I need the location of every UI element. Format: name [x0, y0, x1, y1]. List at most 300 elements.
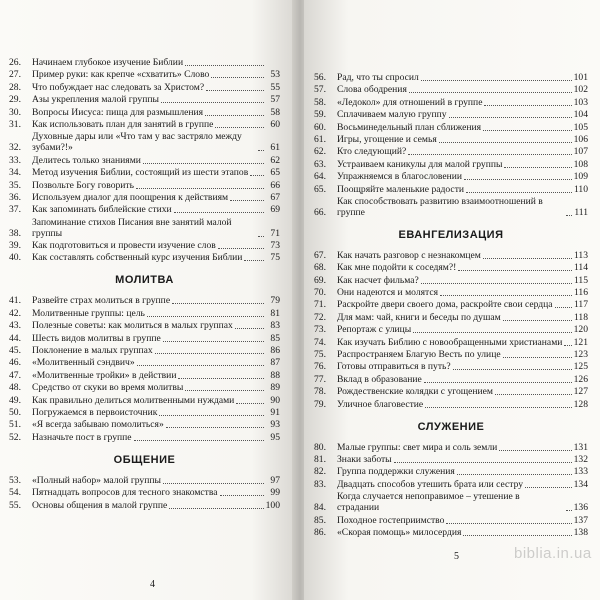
left-page-number: 4	[150, 579, 155, 590]
right-page	[304, 0, 600, 600]
toc-entry	[9, 82, 280, 93]
entry-body	[337, 159, 588, 170]
entry-title: Двадцать способов утешить брата или сестру	[337, 478, 524, 490]
entry-number: 72.	[314, 311, 326, 323]
entry-page-number: 66	[270, 179, 280, 191]
dot-leader	[215, 127, 264, 128]
entry-number: 61.	[314, 133, 326, 145]
entry-page-number: 126	[573, 373, 588, 385]
entry-page-number: 113	[573, 249, 588, 261]
entry-title: Раскройте двери своего дома, раскройте свои сердца	[337, 299, 553, 311]
entry-page-number: 87	[270, 357, 280, 369]
entry-number: 36.	[9, 191, 21, 203]
entry-page-number: 114	[573, 262, 588, 274]
toc-entry	[9, 395, 280, 406]
entry-body	[32, 180, 280, 191]
entry-number: 41.	[9, 295, 21, 307]
entry-title: Рад, что ты спросил	[337, 72, 419, 83]
entry-body	[32, 107, 280, 118]
dot-leader	[564, 345, 571, 346]
entry-body	[32, 370, 280, 381]
dot-leader	[439, 142, 572, 143]
entry-number: 67.	[314, 249, 326, 261]
dot-leader	[174, 212, 264, 213]
entry-page-number: 125	[573, 361, 588, 373]
entry-number: 46.	[9, 357, 21, 369]
entry-page-number: 105	[573, 121, 588, 133]
entry-body	[32, 82, 280, 93]
dot-leader	[218, 248, 264, 249]
entry-page-number: 102	[573, 84, 588, 96]
dot-leader	[134, 440, 264, 441]
dot-leader	[440, 295, 572, 296]
toc-entry	[314, 184, 588, 195]
entry-body	[32, 295, 280, 306]
entry-number: 74.	[314, 336, 326, 348]
toc-entry	[314, 515, 588, 526]
entry-number: 42.	[9, 307, 21, 319]
dot-leader	[457, 474, 572, 475]
dot-leader	[566, 510, 572, 511]
toc-entry	[9, 217, 280, 239]
entry-page-number: 121	[573, 336, 588, 348]
entry-title: Как подготовиться и провести изучение слов	[32, 240, 216, 252]
entry-number: 82.	[314, 466, 326, 478]
toc-entry	[9, 57, 280, 68]
dot-leader	[483, 130, 572, 131]
entry-page-number: 101	[573, 72, 588, 83]
toc-entry	[9, 167, 280, 178]
entry-body	[337, 122, 588, 133]
toc-entry	[9, 333, 280, 344]
entry-page-number: 111	[574, 206, 588, 218]
toc-entry	[314, 196, 588, 218]
entry-title: Вклад в образование	[337, 373, 422, 385]
entry-page-number: 123	[573, 349, 588, 361]
toc-entry	[9, 94, 280, 105]
entry-body	[32, 395, 280, 406]
entry-title: Как способствовать развитию взаимоотношений в группе	[337, 195, 543, 218]
entry-number: 86.	[314, 526, 326, 538]
dot-leader	[484, 105, 571, 106]
toc-entry	[314, 299, 588, 310]
entry-page-number: 58	[270, 106, 280, 118]
entry-title: Основы общения в малой группе	[32, 499, 168, 511]
entry-page-number: 99	[270, 487, 280, 499]
dot-leader	[163, 483, 264, 484]
entry-body	[337, 72, 588, 83]
entry-number: 57.	[314, 84, 326, 96]
entry-body	[337, 466, 588, 477]
entry-number: 58.	[314, 96, 326, 108]
entry-body	[32, 357, 280, 368]
dot-leader	[136, 188, 264, 189]
entry-body	[337, 299, 588, 310]
entry-title: Как изучать Библию с новообращенными христианами	[337, 336, 563, 348]
left-page	[0, 0, 296, 600]
entry-number: 47.	[9, 369, 21, 381]
entry-page-number: 134	[573, 478, 588, 490]
dot-leader	[258, 236, 264, 237]
entry-page-number: 93	[270, 419, 280, 431]
entry-body	[337, 262, 588, 273]
entry-body	[337, 250, 588, 261]
entry-number: 45.	[9, 345, 21, 357]
toc-entry	[314, 442, 588, 453]
entry-body	[32, 252, 280, 263]
toc-entry	[314, 374, 588, 385]
entry-body	[337, 515, 588, 526]
dot-leader	[178, 378, 264, 379]
toc-entry	[314, 250, 588, 261]
entry-title: Готовы отправиться в путь?	[337, 361, 451, 373]
toc-entry	[9, 180, 280, 191]
toc-entry	[9, 240, 280, 251]
entry-body	[337, 109, 588, 120]
toc-entry	[314, 109, 588, 120]
entry-number: 50.	[9, 406, 21, 418]
entry-title: Делитесь только знаниями	[32, 154, 141, 166]
entry-page-number: 90	[270, 394, 280, 406]
entry-page-number: 89	[270, 382, 280, 394]
entry-title: Как использовать план для занятий в группе	[32, 118, 214, 130]
entry-page-number: 115	[573, 274, 588, 286]
entry-body	[32, 382, 280, 393]
entry-number: 51.	[9, 419, 21, 431]
dot-leader	[483, 258, 572, 259]
entry-title: «Полный набор» малой группы	[32, 474, 161, 486]
toc-entry	[314, 171, 588, 182]
entry-page-number: 88	[270, 369, 280, 381]
entry-page-number: 55	[270, 81, 280, 93]
entry-number: 79.	[314, 398, 326, 410]
entry-body	[32, 407, 280, 418]
entry-body	[32, 57, 280, 68]
entry-number: 40.	[9, 252, 21, 264]
entry-body	[32, 167, 280, 178]
dot-leader	[155, 353, 264, 354]
entry-page-number: 81	[270, 307, 280, 319]
toc-entry	[314, 491, 588, 513]
entry-title: Походное гостеприимство	[337, 514, 445, 526]
dot-leader	[161, 102, 264, 103]
section-heading: ЕВАНГЕЛИЗАЦИЯ	[398, 228, 504, 241]
entry-number: 39.	[9, 240, 21, 252]
toc-entry	[9, 107, 280, 118]
entry-title: Как составлять собственный курс изучения Библии	[32, 252, 243, 264]
entry-body	[32, 432, 280, 443]
entry-body	[32, 500, 280, 511]
dot-leader	[394, 462, 572, 463]
dot-leader	[424, 382, 572, 383]
entry-number: 55.	[9, 499, 21, 511]
entry-title: Репортаж с улицы	[337, 324, 412, 336]
entry-body	[32, 192, 280, 203]
entry-body	[32, 320, 280, 331]
entry-number: 68.	[314, 262, 326, 274]
toc-entry	[314, 134, 588, 145]
entry-title: Как запоминать библейские стихи	[32, 204, 172, 216]
dot-leader	[525, 487, 572, 488]
entry-page-number: 83	[270, 320, 280, 332]
entry-body	[337, 97, 588, 108]
dot-leader	[206, 90, 264, 91]
toc-entry	[314, 466, 588, 477]
entry-body	[337, 386, 588, 397]
entry-body	[32, 204, 280, 215]
dot-leader	[464, 179, 572, 180]
entry-number: 53.	[9, 474, 21, 486]
entry-page-number: 71	[270, 227, 280, 239]
entry-title: Запоминание стихов Писания вне занятий малой группы	[32, 216, 232, 239]
entry-body	[32, 94, 280, 105]
toc-entry	[9, 119, 280, 130]
entry-body	[337, 479, 588, 490]
entry-page-number: 133	[573, 466, 588, 478]
dot-leader	[258, 150, 264, 151]
entry-title: Как начать разговор с незнакомцем	[337, 249, 481, 261]
entry-body	[337, 134, 588, 145]
entry-number: 29.	[9, 94, 21, 106]
entry-page-number: 117	[573, 299, 588, 311]
toc-entry	[314, 262, 588, 273]
entry-number: 54.	[9, 487, 21, 499]
entry-number: 71.	[314, 299, 326, 311]
right-page-number: 5	[454, 551, 459, 562]
dot-leader	[504, 167, 571, 168]
entry-title: «Скорая помощь» милосердия	[337, 526, 462, 538]
entry-title: Игры, угощение и семья	[337, 133, 437, 145]
entry-body	[337, 324, 588, 335]
dot-leader	[446, 523, 571, 524]
entry-page-number: 109	[573, 171, 588, 183]
dot-leader	[163, 341, 264, 342]
toc-entry	[314, 287, 588, 298]
toc-entry	[314, 146, 588, 157]
entry-body	[337, 84, 588, 95]
section-heading: СЛУЖЕНИЕ	[417, 420, 485, 433]
entry-body	[337, 312, 588, 323]
dot-leader	[166, 427, 264, 428]
section-heading: МОЛИТВА	[115, 274, 174, 287]
entry-body	[337, 442, 588, 453]
entry-title: Когда случается непоправимое – утешение в страдании	[337, 491, 520, 514]
dot-leader	[503, 357, 572, 358]
dot-leader	[220, 495, 264, 496]
entry-page-number: 110	[573, 183, 588, 195]
entry-page-number: 65	[270, 167, 280, 179]
entry-body	[337, 146, 588, 157]
entry-number: 27.	[9, 69, 21, 81]
entry-title: Устраиваем каникулы для малой группы	[337, 158, 503, 170]
toc-entry	[314, 399, 588, 410]
entry-number: 59.	[314, 109, 326, 121]
dot-leader	[159, 415, 264, 416]
toc-entry	[9, 419, 280, 430]
entry-body	[32, 345, 280, 356]
entry-page-number: 127	[573, 386, 588, 398]
toc-entry	[314, 349, 588, 360]
entry-page-number: 73	[270, 240, 280, 252]
entry-page-number: 53	[270, 69, 280, 81]
toc-entry	[9, 295, 280, 306]
entry-title: Распространяем Благую Весть по улице	[337, 349, 501, 361]
entry-title: Духовные дары или «Что там у вас застряло между зубами?!»	[32, 131, 242, 154]
entry-title: Пример руки: как крепче «схватить» Слово	[32, 69, 210, 81]
entry-title: Развейте страх молиться в группе	[32, 295, 171, 307]
dot-leader	[463, 535, 571, 536]
entry-page-number: 118	[573, 311, 588, 323]
entry-title: Для мам: чай, книги и беседы по душам	[337, 311, 501, 323]
toc-entry	[314, 159, 588, 170]
entry-body	[337, 399, 588, 410]
dot-leader	[185, 390, 264, 391]
dot-leader	[244, 260, 264, 261]
entry-body	[32, 217, 280, 239]
toc-entry	[314, 72, 588, 83]
entry-number: 49.	[9, 394, 21, 406]
entry-page-number: 57	[270, 94, 280, 106]
toc-entry	[314, 122, 588, 133]
dot-leader	[421, 283, 572, 284]
entry-body	[337, 361, 588, 372]
entry-number: 48.	[9, 382, 21, 394]
entry-body	[32, 69, 280, 80]
dot-leader	[495, 394, 572, 395]
entry-title: Как насчет фильма?	[337, 274, 419, 286]
entry-number: 34.	[9, 167, 21, 179]
entry-title: Назначьте пост в группе	[32, 431, 132, 443]
toc-entry	[9, 382, 280, 393]
entry-page-number: 138	[573, 526, 588, 538]
entry-number: 66.	[314, 206, 326, 218]
entry-number: 52.	[9, 431, 21, 443]
toc-entry	[314, 97, 588, 108]
entry-number: 56.	[314, 72, 326, 83]
dot-leader	[453, 369, 572, 370]
dot-leader	[143, 163, 264, 164]
entry-title: Кто следующий?	[337, 146, 407, 158]
entry-number: 70.	[314, 287, 326, 299]
entry-page-number: 131	[573, 441, 588, 453]
dot-leader	[555, 307, 572, 308]
entry-number: 63.	[314, 158, 326, 170]
toc-entry	[314, 479, 588, 490]
entry-title: Средство от скуки во время молитвы	[32, 382, 184, 394]
entry-title: Слова ободрения	[337, 84, 407, 96]
entry-number: 31.	[9, 118, 21, 130]
entry-number: 60.	[314, 121, 326, 133]
entry-title: «Молитвенный сэндвич»	[32, 357, 135, 369]
dot-leader	[169, 508, 263, 509]
dot-leader	[230, 200, 264, 201]
dot-leader	[466, 192, 572, 193]
entry-body	[32, 308, 280, 319]
entry-number: 76.	[314, 361, 326, 373]
entry-title: Что побуждает нас следовать за Христом?	[32, 81, 205, 93]
entry-title: Упражняемся в благословении	[337, 171, 463, 183]
toc-entry	[314, 337, 588, 348]
dot-leader	[185, 65, 264, 66]
entry-number: 38.	[9, 227, 21, 239]
entry-body	[337, 349, 588, 360]
toc-entry	[9, 500, 280, 511]
entry-page-number: 107	[573, 146, 588, 158]
entry-number: 83.	[314, 478, 326, 490]
dot-leader	[211, 77, 264, 78]
entry-title: Используем диалог для поощрения к действиям	[32, 191, 229, 203]
dot-leader	[413, 332, 571, 333]
entry-title: Молитвенные группы: цель	[32, 307, 145, 319]
entry-page-number: 62	[270, 154, 280, 166]
entry-title: Азы укрепления малой группы	[32, 94, 159, 106]
entry-body	[337, 527, 588, 538]
section-heading: ОБЩЕНИЕ	[113, 453, 176, 466]
toc-entry	[314, 454, 588, 465]
dot-leader	[250, 175, 264, 176]
entry-page-number: 61	[270, 142, 280, 154]
toc-entry	[314, 527, 588, 538]
entry-page-number: 91	[270, 406, 280, 418]
entry-number: 81.	[314, 453, 326, 465]
entry-page-number: 108	[573, 158, 588, 170]
entry-number: 37.	[9, 204, 21, 216]
entry-title: Вопросы Иисуса: пища для размышления	[32, 106, 204, 118]
dot-leader	[235, 328, 264, 329]
entry-page-number: 104	[573, 109, 588, 121]
toc-entry	[9, 487, 280, 498]
dot-leader	[458, 270, 572, 271]
toc-entry	[314, 324, 588, 335]
entry-page-number: 100	[265, 499, 280, 511]
entry-page-number: 86	[270, 345, 280, 357]
dot-leader	[499, 450, 571, 451]
entry-title: Группа поддержки служения	[337, 466, 455, 478]
entry-page-number: 120	[573, 324, 588, 336]
entry-title: Позвольте Богу говорить	[32, 179, 134, 191]
entry-number: 44.	[9, 332, 21, 344]
entry-page-number: 95	[270, 431, 280, 443]
entry-body	[32, 475, 280, 486]
entry-body	[337, 491, 588, 513]
dot-leader	[425, 407, 571, 408]
entry-number: 85.	[314, 514, 326, 526]
entry-page-number: 106	[573, 133, 588, 145]
entry-page-number: 85	[270, 332, 280, 344]
entry-number: 77.	[314, 373, 326, 385]
dot-leader	[449, 117, 572, 118]
entry-number: 62.	[314, 146, 326, 158]
toc-entry	[9, 475, 280, 486]
toc-entry	[314, 275, 588, 286]
entry-page-number: 103	[573, 96, 588, 108]
entry-title: Они надеются и молятся	[337, 287, 439, 299]
entry-title: Малые группы: свет мира и соль земли	[337, 441, 498, 453]
toc-entry	[9, 357, 280, 368]
entry-body	[32, 240, 280, 251]
entry-number: 30.	[9, 106, 21, 118]
entry-title: Знаки заботы	[337, 453, 392, 465]
entry-number: 75.	[314, 349, 326, 361]
dot-leader	[172, 303, 264, 304]
dot-leader	[236, 403, 264, 404]
dot-leader	[147, 316, 264, 317]
entry-number: 65.	[314, 183, 326, 195]
entry-body	[32, 333, 280, 344]
left-toc	[9, 57, 280, 512]
toc-entry	[9, 69, 280, 80]
dot-leader	[408, 154, 571, 155]
